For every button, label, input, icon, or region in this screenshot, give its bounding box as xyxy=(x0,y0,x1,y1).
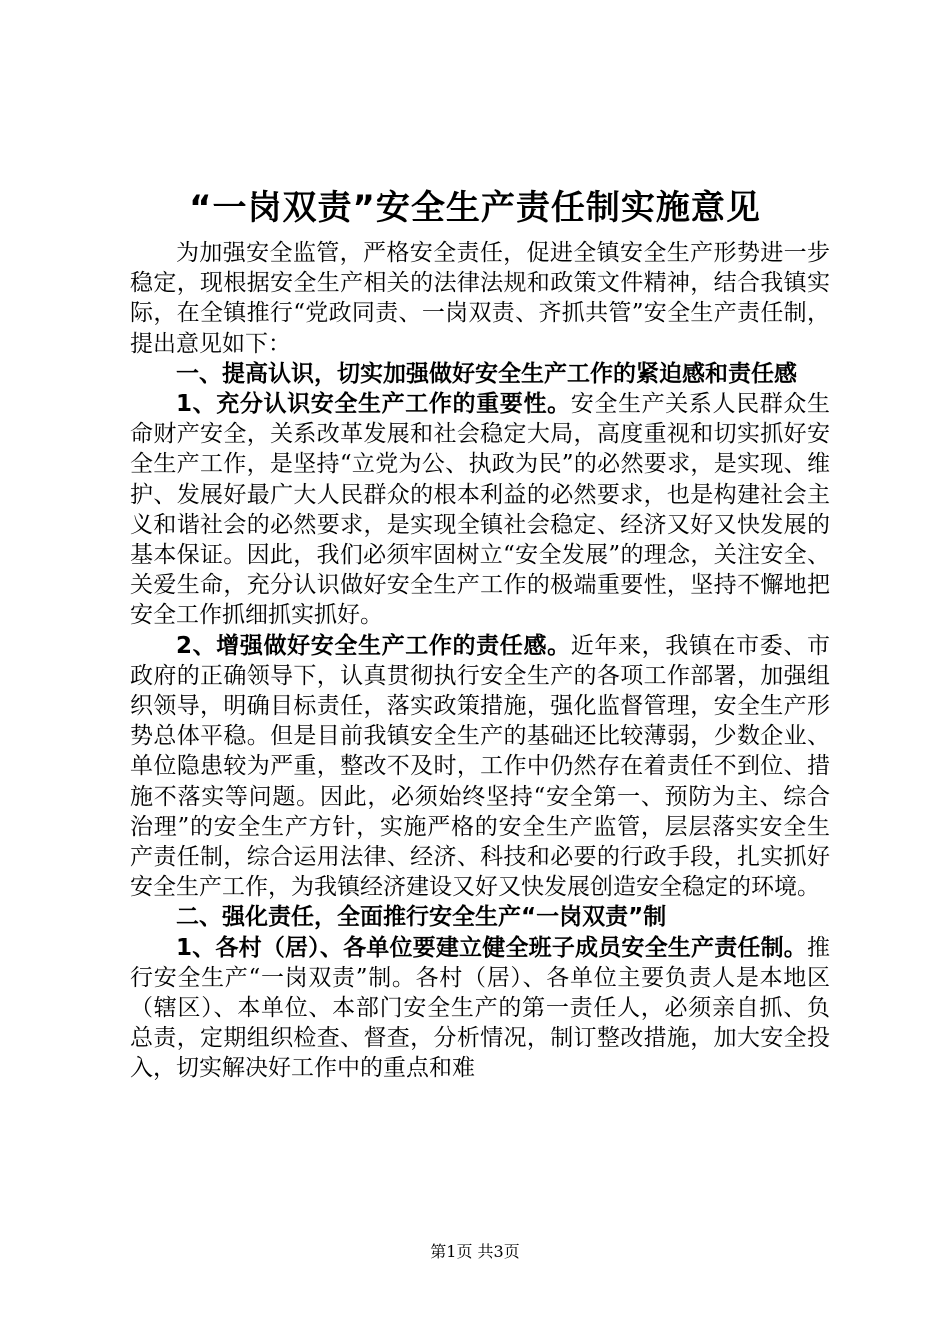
document-body xyxy=(130,238,830,1084)
section-1-item-2 xyxy=(130,631,830,903)
section-2-item-1-lead: 1、各村（居）、各单位要建立健全班子成员安全生产责任制。 xyxy=(176,934,807,961)
section-1-item-2-lead: 2、增强做好安全生产工作的责任感。 xyxy=(176,632,571,659)
section-2-item-1-text: 推行安全生产“一岗双责”制。各村（居）、各单位主要负责人是本地区（辖区）、本单位、本部门安全生产的第一责任人，必须亲自抓、负总责，定期组织检查、督查，分析情况，制订整改措施，加大安全投入，切实解决好工作中的重点和难 xyxy=(130,934,830,1082)
section-1-item-1-text: 安全生产关系人民群众生命财产安全，关系改革发展和社会稳定大局，高度重视和切实抓好安全生产工作，是坚持“立党为公、执政为民”的必然要求，是实现、维护、发展好最广大人民群众的根本利益的必然要求，也是构建社会主义和谐社会的必然要求，是实现全镇社会稳定、经济又好又快发展的基本保证。因此，我们必须牢固树立“安全发展”的理念，关注安全、关爱生命，充分认识做好安全生产工作的极端重要性，坚持不懈地把安全工作抓细抓实抓好。 xyxy=(130,391,830,629)
section-1-item-1 xyxy=(130,389,830,631)
document-title: “一岗双责”安全生产责任制实施意见 xyxy=(189,188,761,228)
section-2-item-1 xyxy=(130,933,830,1084)
section-1-item-1-lead: 1、充分认识安全生产工作的重要性。 xyxy=(176,391,571,418)
section-1-heading: 一、提高认识，切实加强做好安全生产工作的紧迫感和责任感 xyxy=(176,360,797,387)
section-1-item-2-text: 近年来，我镇在市委、市政府的正确领导下，认真贯彻执行安全生产的各项工作部署，加强组织领导，明确目标责任，落实政策措施，强化监督管理，安全生产形势总体平稳。但是目前我镇安全生产的基础还比较薄弱，少数企业、单位隐患较为严重，整改不及时，工作中仍然存在着责任不到位、措施不落实等问题。因此，必须始终坚持“安全第一、预防为主、综合治理”的安全生产方针，实施严格的安全生产监管，层层落实安全生产责任制，综合运用法律、经济、科技和必要的行政手段，扎实抓好安全生产工作，为我镇经济建设又好又快发展创造安全稳定的环境。 xyxy=(130,632,830,901)
page-number-footer: 第1页 共3页 xyxy=(430,1242,520,1261)
intro-paragraph: 为加强安全监管，严格安全责任，促进全镇安全生产形势进一步稳定，现根据安全生产相关的法律法规和政策文件精神，结合我镇实际，在全镇推行“党政同责、一岗双责、齐抓共管”安全生产责任制，提出意见如下： xyxy=(130,240,830,357)
section-2-heading: 二、强化责任，全面推行安全生产“一岗双责”制 xyxy=(176,904,667,931)
